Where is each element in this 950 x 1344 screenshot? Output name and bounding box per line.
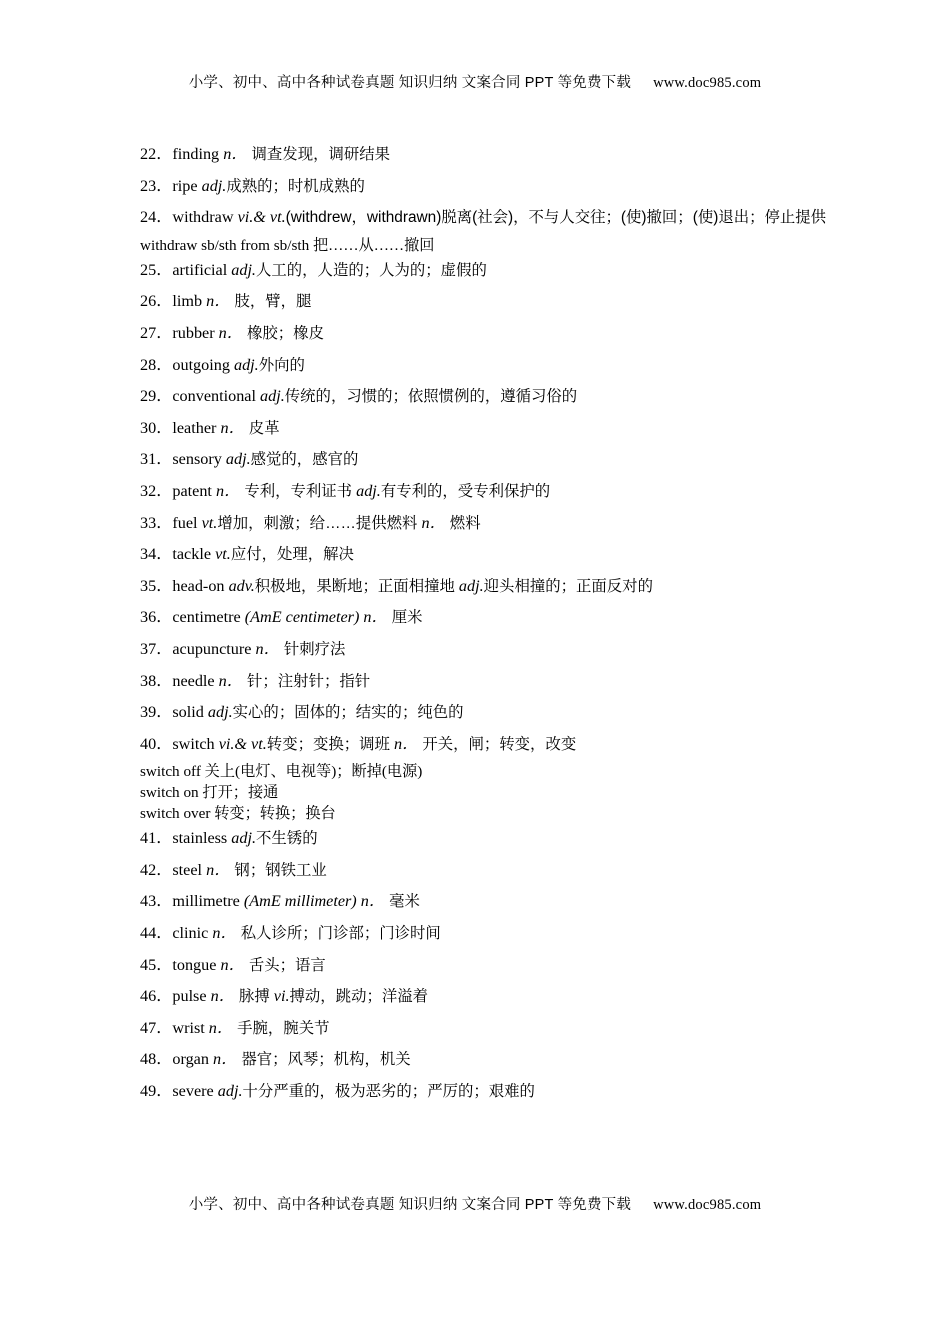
phrase-line — [140, 781, 830, 802]
entry-word: artificial — [172, 260, 228, 279]
entry-number: 42． — [140, 860, 173, 879]
entry-number: 24． — [140, 208, 173, 227]
entry-word: pulse — [172, 987, 207, 1006]
entry-pos: adj. — [207, 703, 233, 722]
page-footer-note — [0, 1193, 950, 1214]
entry-pos: n． — [210, 987, 235, 1006]
list-item — [140, 1044, 830, 1076]
entry-pos: n． — [206, 860, 231, 879]
list-item — [140, 381, 830, 413]
entry-pos-secondary: n． — [393, 734, 419, 753]
entry-word: patent — [172, 481, 212, 500]
list-item — [140, 539, 830, 571]
header-note-url: www.doc985.com — [653, 75, 762, 91]
list-item — [140, 886, 830, 918]
phrase-text: switch on 打开；接通 — [140, 784, 279, 802]
entry-word: acupuncture — [172, 639, 252, 658]
list-item — [140, 139, 830, 171]
entry-definition: 厘米 — [391, 609, 423, 627]
entry-pos: n． — [206, 292, 231, 311]
list-item — [140, 255, 830, 287]
entry-paren: (AmE millimeter) — [243, 892, 357, 911]
entry-number: 28． — [140, 355, 173, 374]
entry-word: outgoing — [172, 355, 230, 374]
entry-word: organ — [172, 1050, 209, 1069]
entry-word: solid — [172, 703, 204, 722]
entry-pos: n． — [212, 924, 237, 943]
entry-number: 46． — [140, 987, 173, 1006]
entry-definition: 不生锈的 — [256, 830, 318, 848]
list-item — [140, 571, 830, 603]
entry-pos: adj. — [260, 387, 285, 406]
entry-definition: 专利，专利证书 — [244, 482, 353, 500]
entry-pos: adj. — [201, 176, 227, 195]
entry-word: withdraw — [172, 208, 234, 227]
list-item — [140, 918, 830, 950]
entry-pos: n． — [220, 418, 245, 437]
entry-definition: 增加，刺激；给……提供燃料 — [217, 514, 418, 532]
entry-word: leather — [172, 418, 217, 437]
list-item — [140, 602, 830, 634]
entry-definition: 手腕，腕关节 — [237, 1019, 330, 1037]
entry-word: tongue — [172, 955, 217, 974]
list-item — [140, 476, 830, 508]
entry-definition-secondary: 燃料 — [449, 514, 481, 532]
list-item — [140, 1076, 830, 1108]
list-item — [140, 286, 830, 318]
entry-pos: vi.& vt. — [218, 734, 267, 753]
entry-word: needle — [172, 671, 215, 690]
entry-definition: 脉搏 — [238, 988, 270, 1006]
entry-definition: 调查发现，调研结果 — [251, 146, 391, 163]
entry-pos-secondary: adj. — [356, 481, 381, 500]
entry-definition: 外向的 — [258, 356, 305, 374]
entry-pos: n． — [218, 671, 243, 690]
entry-word: severe — [172, 1082, 214, 1101]
list-item — [140, 855, 830, 887]
vocabulary-list — [140, 139, 830, 1108]
entry-definition-secondary: 搏动，跳动；洋溢着 — [289, 988, 429, 1006]
entry-pos: vt. — [201, 513, 218, 532]
entry-definition: 感觉的，感官的 — [250, 451, 359, 469]
entry-number: 47． — [140, 1018, 173, 1037]
page-header-note — [0, 71, 950, 92]
entry-pos: adj. — [217, 1082, 243, 1101]
entry-number: 41． — [140, 829, 173, 848]
entry-definition: 针；注射针；指针 — [247, 672, 371, 690]
list-item — [140, 171, 830, 203]
list-item — [140, 508, 830, 540]
entry-word: fuel — [172, 513, 198, 532]
phrase-text: switch off 关上(电灯、电视等)；断掉(电源) — [140, 763, 423, 781]
entry-pos-secondary: n． — [421, 513, 446, 532]
entry-pos-secondary: adj. — [458, 576, 484, 595]
list-item — [140, 729, 830, 761]
entry-word: centimetre — [172, 608, 241, 627]
entry-word: millimetre — [172, 892, 240, 911]
entry-definition: 成熟的；时机成熟的 — [226, 177, 365, 195]
phrase-line — [140, 234, 830, 255]
list-item — [140, 350, 830, 382]
entry-word: steel — [172, 860, 203, 879]
entry-number: 26． — [140, 292, 173, 311]
entry-number: 34． — [140, 545, 173, 564]
entry-number: 31． — [140, 450, 173, 469]
entry-number: 48． — [140, 1050, 173, 1069]
list-item — [140, 634, 830, 666]
entry-pos: n． — [220, 955, 245, 974]
entry-definition: 人工的，人造的；人为的；虚假的 — [255, 261, 487, 279]
entry-number: 35． — [140, 576, 173, 595]
entry-word: wrist — [172, 1018, 205, 1037]
entry-word: conventional — [172, 387, 256, 406]
list-item — [140, 666, 830, 698]
entry-number: 45． — [140, 955, 173, 974]
entry-definition: (withdrew，withdrawn)脱离(社会)，不与人交往；(使)撤回；(使)退出；停止提供 — [285, 209, 827, 227]
entry-word: rubber — [172, 323, 215, 342]
list-item — [140, 413, 830, 445]
entry-pos: n． — [213, 1050, 238, 1069]
entry-definition: 毫米 — [389, 893, 420, 911]
list-item — [140, 981, 830, 1013]
entry-definition: 针刺疗法 — [283, 640, 346, 658]
entry-number: 29． — [140, 387, 173, 406]
entry-number: 22． — [140, 145, 173, 163]
entry-word: head-on — [172, 576, 225, 595]
entry-definition: 钢；钢铁工业 — [234, 861, 327, 879]
entry-word: sensory — [172, 450, 222, 469]
entry-number: 37． — [140, 639, 173, 658]
entry-definition-secondary: 有专利的，受专利保护的 — [380, 482, 551, 500]
entry-number: 27． — [140, 323, 173, 342]
entry-definition: 舌头；语言 — [248, 956, 326, 974]
header-note-text: 小学、初中、高中各种试卷真题 知识归纳 文案合同 PPT 等免费下载 — [188, 75, 632, 91]
entry-definition: 传统的，习惯的；依照惯例的，遵循习俗的 — [284, 388, 578, 406]
entry-pos: adv. — [228, 576, 255, 595]
entry-definition: 肢，臂，腿 — [234, 293, 312, 311]
phrase-line — [140, 802, 830, 823]
entry-pos: adj. — [233, 355, 259, 374]
entry-pos: adj. — [231, 829, 257, 848]
list-item — [140, 697, 830, 729]
entry-word: ripe — [172, 176, 198, 195]
entry-number: 33． — [140, 513, 173, 532]
list-item — [140, 1013, 830, 1045]
entry-pos: n． — [223, 145, 248, 163]
entry-pos: n． — [255, 639, 280, 658]
entry-number: 32． — [140, 481, 173, 500]
phrase-text: withdraw sb/sth from sb/sth 把……从……撤回 — [140, 236, 435, 254]
entry-number: 30． — [140, 418, 173, 437]
entry-number: 40． — [140, 734, 173, 753]
entry-word: stainless — [172, 829, 228, 848]
entry-number: 36． — [140, 608, 173, 627]
entry-number: 39． — [140, 703, 173, 722]
phrase-line — [140, 760, 830, 781]
entry-pos: vt. — [215, 545, 231, 564]
entry-number: 43． — [140, 892, 173, 911]
entry-number: 23． — [140, 176, 173, 195]
list-item — [140, 444, 830, 476]
entry-definition: 私人诊所；门诊部；门诊时间 — [240, 925, 441, 943]
entry-pos-secondary: vi. — [273, 987, 290, 1006]
entry-number: 38． — [140, 671, 173, 690]
entry-pos: adj. — [231, 260, 256, 279]
entry-definition: 皮革 — [248, 419, 280, 437]
entry-number: 44． — [140, 924, 173, 943]
entry-definition-secondary: 迎头相撞的；正面反对的 — [483, 577, 653, 595]
entry-pos: n． — [360, 892, 386, 911]
entry-pos: n． — [208, 1018, 234, 1037]
footer-note-url: www.doc985.com — [653, 1197, 762, 1213]
list-item — [140, 823, 830, 855]
entry-word: finding — [172, 145, 220, 163]
entry-pos: n． — [218, 323, 243, 342]
entry-definition: 器官；风琴；机构，机关 — [241, 1051, 411, 1069]
entry-word: switch — [172, 734, 215, 753]
entry-pos: n． — [215, 481, 241, 500]
entry-pos: adj. — [225, 450, 251, 469]
entry-word: limb — [172, 292, 203, 311]
list-item — [140, 202, 830, 234]
entry-definition: 橡胶；橡皮 — [247, 324, 324, 342]
entry-paren: (AmE centimeter) — [244, 608, 360, 627]
entry-number: 49． — [140, 1082, 173, 1101]
entry-definition: 积极地，果断地；正面相撞地 — [254, 577, 455, 595]
entry-pos: vi.& vt. — [237, 208, 286, 227]
list-item — [140, 318, 830, 350]
entry-definition: 应付，处理，解决 — [230, 546, 354, 564]
entry-definition: 十分严重的，极为恶劣的；严厉的；艰难的 — [242, 1083, 535, 1101]
entry-word: tackle — [172, 545, 212, 564]
entry-word: clinic — [172, 924, 209, 943]
entry-definition: 转变；变换；调班 — [266, 735, 390, 753]
entry-definition-secondary: 开关，闸；转变，改变 — [422, 735, 577, 753]
phrase-text: switch over 转变；转换；换台 — [140, 805, 336, 823]
list-item — [140, 950, 830, 982]
footer-note-text: 小学、初中、高中各种试卷真题 知识归纳 文案合同 PPT 等免费下载 — [188, 1197, 632, 1213]
entry-number: 25． — [140, 260, 173, 279]
entry-pos: n． — [363, 608, 388, 627]
entry-definition: 实心的；固体的；结实的；纯色的 — [232, 704, 464, 722]
